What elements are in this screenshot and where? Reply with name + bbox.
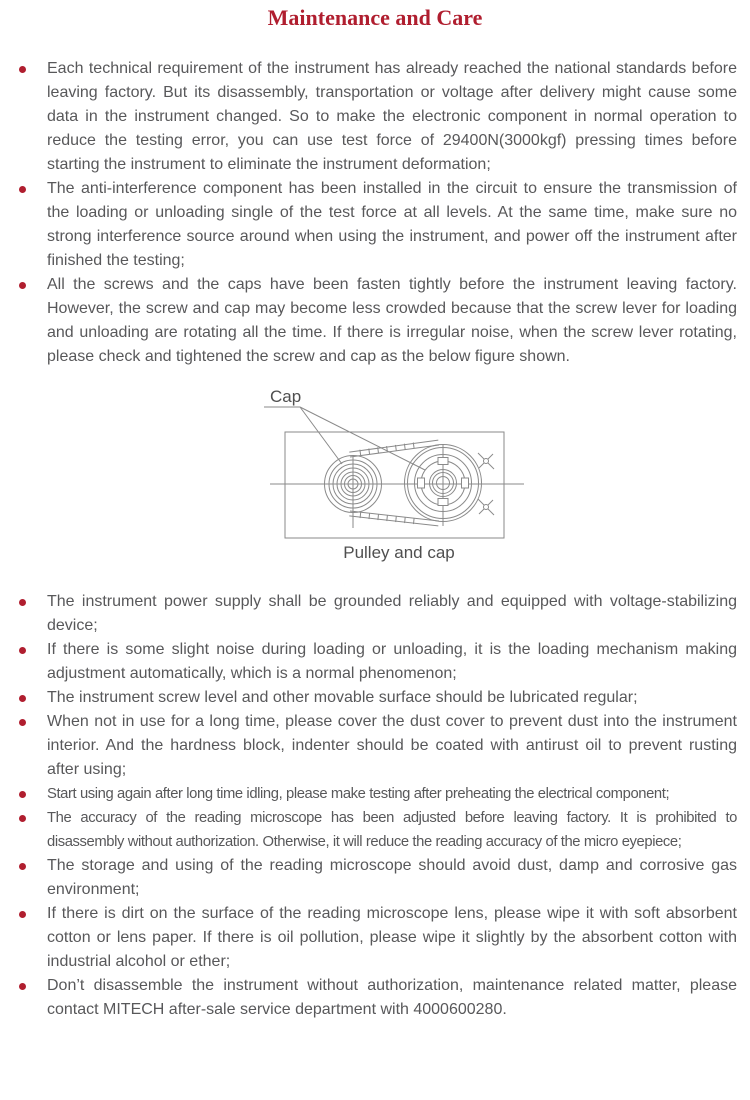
bullet-icon bbox=[19, 66, 26, 73]
bullet-icon bbox=[19, 695, 26, 702]
left-pulley bbox=[325, 456, 382, 529]
bullet-icon bbox=[19, 599, 26, 606]
bullet-item bbox=[0, 57, 750, 177]
bullet-item bbox=[0, 686, 750, 710]
bullet-icon bbox=[19, 863, 26, 870]
pulley-diagram bbox=[250, 377, 530, 563]
bullet-text: If there is some slight noise during loading or unloading, it is the loading mechanism making adjustment automatically, which is a normal phenomenon; bbox=[47, 641, 737, 682]
cap-leader-lines bbox=[264, 407, 425, 470]
bullet-item bbox=[0, 806, 750, 854]
bullet-icon bbox=[19, 186, 26, 193]
bullet-item bbox=[0, 974, 750, 1022]
bullet-text: The storage and using of the reading microscope should avoid dust, damp and corrosive gas environment; bbox=[47, 857, 737, 898]
cap-label: Cap bbox=[270, 387, 302, 406]
bullet-text: The anti-interference component has been installed in the circuit to ensure the transmission of the loading or unloading single of the test force at all levels. At the same time, make sure no strong interference source around when using the instrument, and power off the instrument after finished the testing; bbox=[47, 180, 737, 269]
bullet-item bbox=[0, 273, 750, 369]
bullet-item bbox=[0, 710, 750, 782]
bullet-item bbox=[0, 590, 750, 638]
bullet-text: When not in use for a long time, please cover the dust cover to prevent dust into the instrument interior. And the hardness block, indenter should be coated with antirust oil to prevent rusting after using; bbox=[47, 713, 737, 778]
bullet-icon bbox=[19, 815, 26, 822]
belt bbox=[349, 440, 439, 526]
bullet-item bbox=[0, 782, 750, 806]
bullet-item bbox=[0, 638, 750, 686]
bullet-icon bbox=[19, 647, 26, 654]
bullet-text: Start using again after long time idling, please make testing after preheating the electrical component; bbox=[47, 786, 670, 802]
bullet-text: The instrument screw level and other movable surface should be lubricated regular; bbox=[47, 689, 638, 706]
pulley-cap-figure bbox=[250, 377, 530, 563]
bullet-icon bbox=[19, 983, 26, 990]
bullet-text: The instrument power supply shall be grounded reliably and equipped with voltage-stabilizing device; bbox=[47, 593, 737, 634]
bullet-icon bbox=[19, 719, 26, 726]
bullet-icon bbox=[19, 282, 26, 289]
bullet-item bbox=[0, 177, 750, 273]
screw-mark-top bbox=[478, 453, 494, 469]
bullet-list-bottom bbox=[0, 590, 750, 1022]
bullet-text: Each technical requirement of the instrument has already reached the national standards before leaving factory. But its disassembly, transportation or voltage after delivery might cause some data in the instrument changed. So to make the electronic component in normal operation to reduce the testing error, you can use test force of 29400N(3000kgf) pressing times before starting the instrument to eliminate the instrument deformation; bbox=[47, 60, 737, 173]
bullet-list-top bbox=[0, 57, 750, 369]
bullet-item bbox=[0, 854, 750, 902]
bullet-text: All the screws and the caps have been fasten tightly before the instrument leaving factory. However, the screw and cap may become less crowded because that the screw lever for loading and unloading are rotating all the time. If there is irregular noise, when the screw lever rotating, please check and tightened the screw and cap as the below figure shown. bbox=[47, 276, 737, 365]
right-pulley bbox=[405, 444, 482, 526]
bullet-icon bbox=[19, 911, 26, 918]
figure-caption: Pulley and cap bbox=[343, 543, 455, 562]
bullet-text: Don’t disassemble the instrument without authorization, maintenance related matter, please contact MITECH after-sale service department with 4000600280. bbox=[47, 977, 737, 1018]
bullet-text: If there is dirt on the surface of the reading microscope lens, please wipe it with soft absorbent cotton or lens paper. If there is oil pollution, please wipe it slightly by the absorbent cotton with industrial alcohol or ether; bbox=[47, 905, 737, 970]
screw-mark-bottom bbox=[478, 499, 494, 515]
page-title: Maintenance and Care bbox=[267, 5, 483, 30]
bullet-icon bbox=[19, 791, 26, 798]
bullet-text: The accuracy of the reading microscope has been adjusted before leaving factory. It is prohibited to disassembly without authorization. Otherwise, it will reduce the reading accuracy of the micro eyepiece; bbox=[47, 810, 737, 850]
bullet-item bbox=[0, 902, 750, 974]
